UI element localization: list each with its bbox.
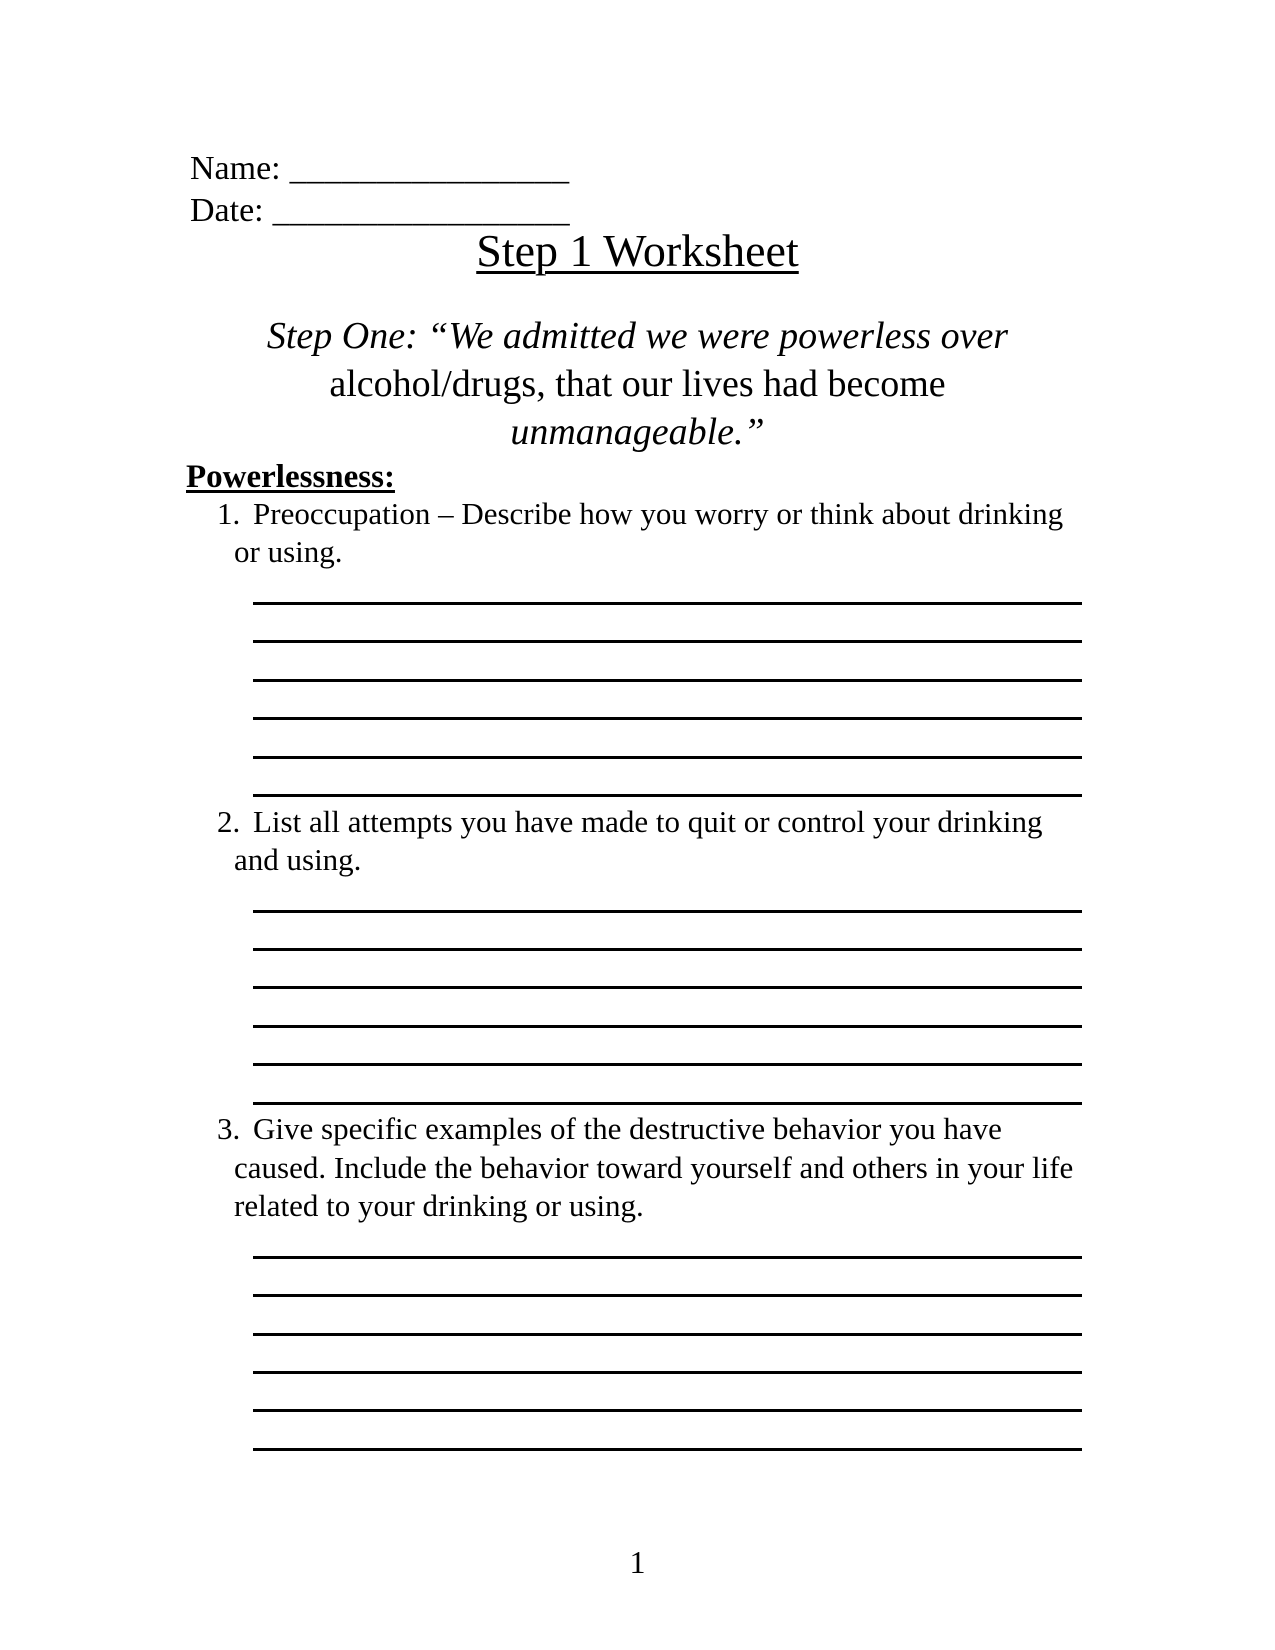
answer-blank-line [234,880,1082,918]
quote-line-3: unmanageable.” [510,411,765,453]
question-number: 1. [217,496,241,531]
date-blank-line: _________________ [272,192,571,229]
answer-blank-line [234,1033,1082,1071]
answer-blank-line [234,687,1082,725]
name-label: Name: [190,150,281,187]
question-item [217,1110,1082,1456]
date-label: Date: [190,192,264,229]
name-row [190,148,570,190]
section-heading-powerlessness: Powerlessness: [186,459,395,495]
questions-list [0,495,1275,1456]
name-date-block [190,148,570,232]
question-text: List all attempts you have made to quit or control your drinking and using. [234,803,1043,878]
answer-blank-line [234,1303,1082,1341]
answer-blank-line [234,764,1082,802]
answer-lines [234,572,1082,803]
name-blank-line: ________________ [289,150,570,187]
question-item [217,495,1082,803]
answer-blank-line [234,1418,1082,1456]
answer-blank-line [234,918,1082,956]
question-text: Preoccupation – Describe how you worry or think about drinking or using. [234,496,1064,570]
answer-blank-line [234,1072,1082,1110]
quote-line-1: Step One: “We admitted we were powerless over [266,315,1009,357]
page-title [0,226,1275,276]
answer-blank-line [234,649,1082,687]
answer-blank-line [234,1379,1082,1417]
answer-lines [234,880,1082,1111]
answer-blank-line [234,1226,1082,1264]
page-title-text: Step 1 Worksheet [476,225,799,276]
answer-lines [234,1226,1082,1457]
answer-blank-line [234,1264,1082,1302]
question-text: Give specific examples of the destructive behavior you have caused. Include the behavior toward yourself and others in your life related to your drinking or using. [234,1111,1074,1224]
question-number: 2. [217,803,241,839]
step-one-quote [0,312,1275,456]
answer-blank-line [234,995,1082,1033]
answer-blank-line [234,610,1082,648]
page-number: 1 [629,1544,646,1580]
answer-blank-line [234,956,1082,994]
answer-blank-line [234,1341,1082,1379]
answer-blank-line [234,726,1082,764]
question-number: 3. [217,1111,241,1147]
quote-line-2: alcohol/drugs, that our lives had become [329,363,946,405]
question-item [217,803,1082,1111]
answer-blank-line [234,572,1082,610]
